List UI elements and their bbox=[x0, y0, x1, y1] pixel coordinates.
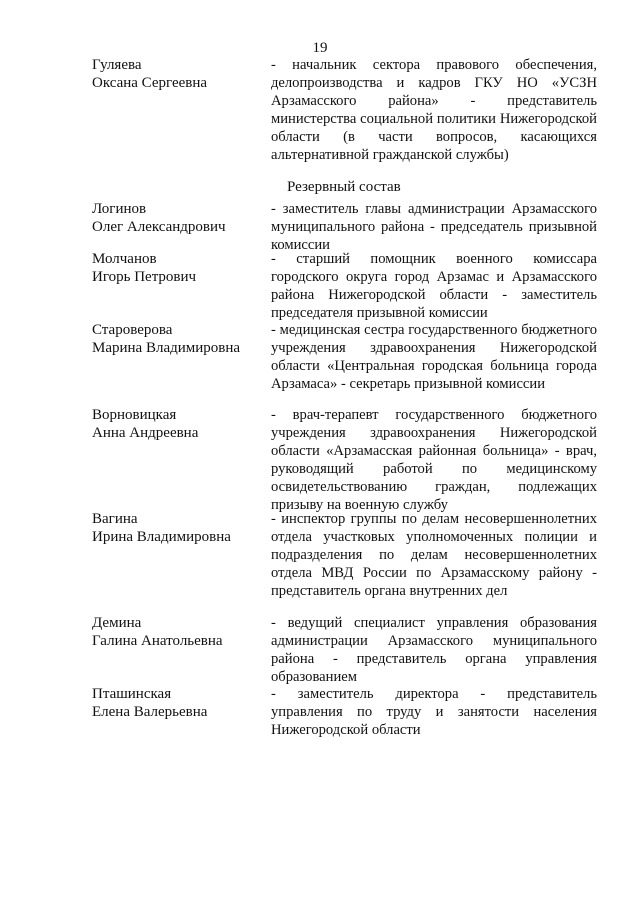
member-given-names: Елена Валерьевна bbox=[92, 704, 208, 720]
member-role: - начальник сектора правового обеспечения, делопроизводства и кадров ГКУ НО «УСЗН Арзамасского района» - представитель министерства социальной политики Нижегородской области (в части вопросов, касающихся альтернативной гражданской службы) bbox=[271, 57, 597, 163]
member-role: - старший помощник военного комиссара городского округа город Арзамас и Арзамасского района Нижегородской области - заместитель председателя призывной комиссии bbox=[271, 251, 597, 321]
member-role: - врач-терапевт государственного бюджетного учреждения здравоохранения Нижегородской области «Арзамасская районная больница» - врач, руководящий работой по медицинскому освидетельствованию граждан, подлежащих призыву на военную службу bbox=[271, 407, 597, 513]
member-surname: Демина bbox=[92, 615, 142, 631]
member-name bbox=[92, 321, 262, 357]
member-surname: Вагина bbox=[92, 511, 138, 527]
member-name bbox=[92, 200, 262, 236]
member-name bbox=[92, 406, 262, 442]
page-number: 19 bbox=[312, 40, 328, 56]
member-name bbox=[92, 685, 262, 721]
member-given-names: Галина Анатольевна bbox=[92, 633, 223, 649]
member-surname: Староверова bbox=[92, 322, 173, 338]
member-name bbox=[92, 510, 262, 546]
member-surname: Логинов bbox=[92, 201, 147, 217]
member-given-names: Оксана Сергеевна bbox=[92, 75, 208, 91]
member-role: - медицинская сестра государственного бюджетного учреждения здравоохранения Нижегородской области «Центральная городская больница города Арзамаса» - секретарь призывной комиссии bbox=[271, 322, 597, 392]
member-surname: Пташинская bbox=[92, 686, 172, 702]
member-role: - заместитель главы администрации Арзамасского муниципального района - председатель призывной комиссии bbox=[271, 201, 597, 253]
member-given-names: Марина Владимировна bbox=[92, 340, 241, 356]
member-surname: Ворновицкая bbox=[92, 407, 177, 423]
member-surname: Молчанов bbox=[92, 251, 157, 267]
reserve-heading: Резервный состав bbox=[287, 179, 401, 195]
member-role: - ведущий специалист управления образования администрации Арзамасского муниципального района - представитель органа управления образованием bbox=[271, 615, 597, 685]
member-given-names: Ирина Владимировна bbox=[92, 529, 231, 545]
member-role: - заместитель директора - представитель управления по труду и занятости населения Нижегородской области bbox=[271, 686, 597, 738]
member-name bbox=[92, 614, 262, 650]
member-given-names: Олег Александрович bbox=[92, 219, 226, 235]
member-given-names: Игорь Петрович bbox=[92, 269, 197, 285]
member-surname: Гуляева bbox=[92, 57, 142, 73]
member-given-names: Анна Андреевна bbox=[92, 425, 199, 441]
member-role: - инспектор группы по делам несовершеннолетних отдела участковых уполномоченных полиции и подразделения по делам несовершеннолетних отдела МВД России по Арзамасскому району - представитель органа внутренних дел bbox=[271, 511, 597, 599]
member-name bbox=[92, 250, 262, 286]
member-name bbox=[92, 56, 262, 92]
